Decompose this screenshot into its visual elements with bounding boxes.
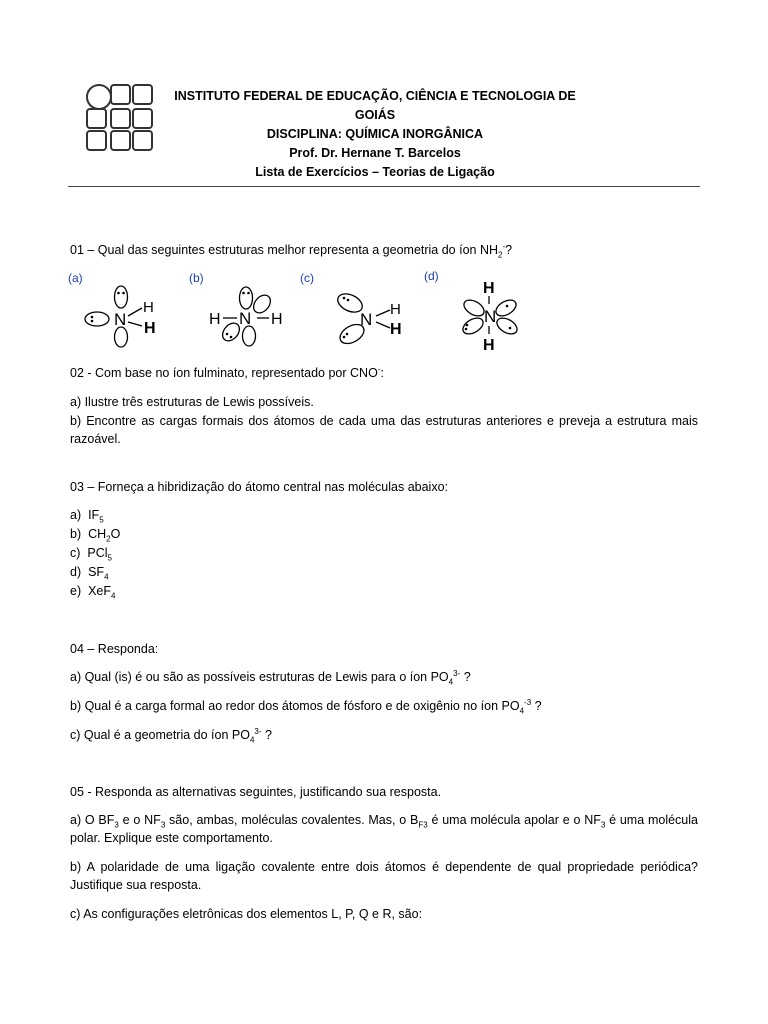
atom-h: H — [390, 321, 402, 338]
question-3: 03 – Forneça a hibridização do átomo central nas moléculas abaixo: — [70, 480, 448, 494]
atom-h: H — [483, 280, 495, 297]
atom-h: H — [483, 337, 495, 354]
question-2-item-a: a) Ilustre três estruturas de Lewis possíveis. — [70, 395, 314, 409]
atom-h: H — [271, 311, 283, 328]
document-header — [160, 87, 590, 182]
option-c-label: (c) — [300, 271, 314, 285]
institution-logo — [86, 84, 152, 150]
question-5-item-c: c) As configurações eletrônicas dos elementos L, P, Q e R, são: — [70, 907, 423, 921]
question-2: 02 - Com base no íon fulminato, representado por CNO-: — [70, 364, 384, 380]
atom-h: H — [209, 311, 221, 328]
question-3-item-a: a) $IF_5$ — [70, 508, 104, 525]
institution-name: INSTITUTO FEDERAL DE EDUCAÇÃO, CIÊNCIA E TECNOLOGIA DE GOIÁS — [174, 89, 576, 122]
question-5-item-a: a) O $BF_3$ e o $NF_3$ são, ambas, moléculas covalentes. Mas, o $B_{F3}$ é uma molécula apolar e o $NF_3$ é uma molécula polar. Explique este comportamento. — [70, 813, 698, 845]
list-title: Lista de Exercícios – Teorias de Ligação — [255, 165, 495, 179]
question-4: 04 – Responda: — [70, 642, 159, 656]
atom-h: H — [143, 299, 154, 316]
professor: Prof. Dr. Hernane T. Barcelos — [289, 146, 461, 160]
question-3-item-d: d) $SF_4$ — [70, 565, 109, 582]
atom-n: N — [484, 307, 497, 326]
question-5: 05 - Responda as alternativas seguintes, justificando sua resposta. — [70, 785, 442, 799]
question-4-item-b: b) Qual é a carga formal ao redor dos átomos de fósforo e de oxigênio no íon $PO_4^{-3}$ ? — [70, 697, 542, 716]
atom-h: H — [390, 301, 401, 318]
structure-c — [330, 286, 420, 350]
structure-d — [452, 278, 532, 354]
atom-n: N — [114, 310, 127, 329]
discipline: DISCIPLINA: QUÍMICA INORGÂNICA — [266, 127, 484, 141]
header-divider — [68, 186, 700, 187]
option-b-label: (b) — [189, 271, 204, 285]
atom-n: N — [239, 309, 252, 328]
question-2-item-b: b) Encontre as cargas formais dos átomos de cada uma das estruturas anteriores e preveja a estrutura mais razoável. — [70, 414, 698, 446]
question-5-item-b: b) A polaridade de uma ligação covalente entre dois átomos é dependente de qual propriedade periódica? Justifique sua resposta. — [70, 860, 698, 892]
atom-h: H — [144, 320, 156, 337]
question-3-item-b: b) $CH_2O$ — [70, 527, 121, 544]
question-1: 01 – Qual das seguintes estruturas melhor representa a geometria do íon $NH_2^-$? — [70, 241, 513, 260]
question-4-item-c: c) Qual é a geometria do íon $PO_4^{3-}$ ? — [70, 726, 272, 745]
question-3-item-c: c) PCl$_5$ — [70, 546, 112, 563]
structure-a — [78, 284, 168, 348]
question-4-item-a: a) Qual (is) é ou são as possíveis estruturas de Lewis para o íon $PO_4^{3-}$ ? — [70, 668, 471, 687]
option-a-label: (a) — [68, 271, 83, 285]
question-3-item-e: e) XeF$_4$ — [70, 584, 116, 601]
option-d-label: (d) — [424, 269, 439, 283]
atom-n: N — [360, 310, 373, 329]
structure-b — [205, 284, 295, 348]
